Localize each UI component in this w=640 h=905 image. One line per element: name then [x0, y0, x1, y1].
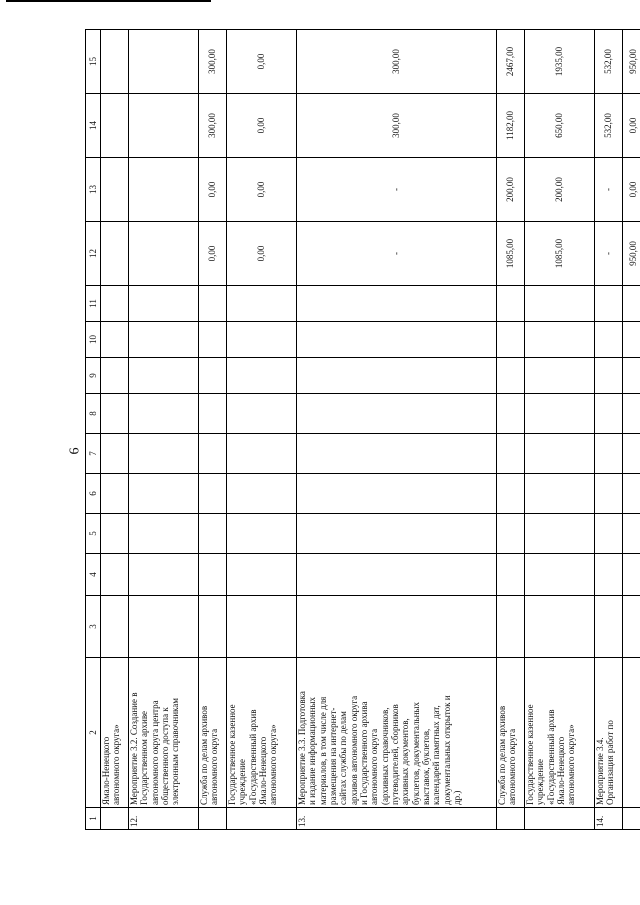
- value-cell: [297, 434, 497, 474]
- value-cell: [227, 596, 297, 658]
- value-cell: [497, 434, 525, 474]
- value-cell: [129, 94, 199, 158]
- value-cell: 0,00: [623, 94, 640, 158]
- value-cell: [101, 554, 129, 596]
- value-cell: [623, 554, 640, 596]
- value-cell: [101, 286, 129, 322]
- value-cell: [297, 286, 497, 322]
- value-cell: [525, 514, 595, 554]
- row-number: [101, 808, 129, 830]
- value-cell: [199, 596, 227, 658]
- value-cell: -: [595, 158, 623, 222]
- value-cell: [595, 474, 623, 514]
- value-cell: 1085,00: [525, 222, 595, 286]
- row-number: 12.: [129, 808, 199, 830]
- value-cell: [129, 322, 199, 358]
- value-cell: [227, 394, 297, 434]
- row-number: [623, 808, 640, 830]
- table-row: [297, 30, 497, 830]
- value-cell: [199, 286, 227, 322]
- value-cell: [525, 322, 595, 358]
- table-body: [101, 30, 640, 830]
- value-cell: [623, 286, 640, 322]
- item-description: Мероприятие 3.2. Создание в Государственном архиве автономного округа центра общественного доступа к электронным справочникам: [129, 658, 199, 808]
- table-row: [227, 30, 297, 830]
- row-number: [525, 808, 595, 830]
- value-cell: [101, 434, 129, 474]
- column-header: 3: [86, 596, 101, 658]
- value-cell: [497, 474, 525, 514]
- value-cell: [129, 514, 199, 554]
- value-cell: [297, 394, 497, 434]
- row-number: [497, 808, 525, 830]
- column-header: 4: [86, 554, 101, 596]
- value-cell: [199, 514, 227, 554]
- value-cell: [525, 434, 595, 474]
- value-cell: [297, 514, 497, 554]
- value-cell: 650,00: [525, 94, 595, 158]
- table-row: [101, 30, 129, 830]
- column-header: 12: [86, 222, 101, 286]
- value-cell: 532,00: [595, 94, 623, 158]
- value-cell: [101, 94, 129, 158]
- value-cell: [525, 554, 595, 596]
- value-cell: [623, 358, 640, 394]
- program-table: [85, 29, 640, 830]
- value-cell: -: [297, 158, 497, 222]
- value-cell: [623, 474, 640, 514]
- value-cell: [129, 394, 199, 434]
- value-cell: 300,00: [199, 94, 227, 158]
- value-cell: [595, 554, 623, 596]
- value-cell: 200,00: [497, 158, 525, 222]
- value-cell: [129, 286, 199, 322]
- value-cell: [129, 30, 199, 94]
- value-cell: [623, 596, 640, 658]
- value-cell: [199, 358, 227, 394]
- value-cell: [623, 322, 640, 358]
- column-header: 5: [86, 514, 101, 554]
- value-cell: 1085,00: [497, 222, 525, 286]
- value-cell: [297, 596, 497, 658]
- value-cell: [129, 222, 199, 286]
- value-cell: [497, 514, 525, 554]
- value-cell: [595, 286, 623, 322]
- rotated-page: [85, 30, 640, 830]
- column-header: 7: [86, 434, 101, 474]
- value-cell: [595, 596, 623, 658]
- value-cell: -: [297, 222, 497, 286]
- column-header: 14: [86, 94, 101, 158]
- value-cell: [101, 222, 129, 286]
- value-cell: 200,00: [525, 158, 595, 222]
- value-cell: [525, 596, 595, 658]
- value-cell: 0,00: [227, 30, 297, 94]
- value-cell: [227, 358, 297, 394]
- value-cell: [497, 358, 525, 394]
- value-cell: -: [595, 222, 623, 286]
- value-cell: [101, 394, 129, 434]
- row-number: 14.: [595, 808, 623, 830]
- value-cell: [297, 322, 497, 358]
- value-cell: 300,00: [297, 94, 497, 158]
- value-cell: [101, 596, 129, 658]
- value-cell: 300,00: [297, 30, 497, 94]
- item-description: Служба по делам архивов автономного округа: [199, 658, 227, 808]
- value-cell: [101, 158, 129, 222]
- value-cell: [497, 554, 525, 596]
- value-cell: 2467,00: [497, 30, 525, 94]
- value-cell: [497, 596, 525, 658]
- value-cell: [101, 358, 129, 394]
- value-cell: [101, 322, 129, 358]
- value-cell: 0,00: [227, 94, 297, 158]
- table-row: [595, 30, 623, 830]
- value-cell: [595, 514, 623, 554]
- value-cell: [227, 514, 297, 554]
- column-header: 6: [86, 474, 101, 514]
- value-cell: [101, 474, 129, 514]
- item-description: Государственное казенное учреждение «Государственный архив Ямало-Ненецкого автономного округа»: [525, 658, 595, 808]
- value-cell: [497, 394, 525, 434]
- value-cell: [595, 358, 623, 394]
- value-cell: [623, 434, 640, 474]
- value-cell: [199, 394, 227, 434]
- value-cell: [297, 474, 497, 514]
- value-cell: [199, 474, 227, 514]
- value-cell: 950,00: [623, 30, 640, 94]
- value-cell: [199, 554, 227, 596]
- value-cell: [129, 554, 199, 596]
- value-cell: 950,00: [623, 222, 640, 286]
- value-cell: [101, 514, 129, 554]
- value-cell: [227, 434, 297, 474]
- column-header: 2: [86, 658, 101, 808]
- item-description: Мероприятие 3.3. Подготовка и издание информационных материалов, в том числе для размещения на интернет- сайтах службы по делам архивов автономного округа и Государственного архива автономного округа (архивных справочников, путеводителей, сборников архивных документов, буклетов, документальных выставок, буклетов, календарей памятных дат, документальных открыток и др.): [297, 658, 497, 808]
- value-cell: [497, 286, 525, 322]
- value-cell: [199, 434, 227, 474]
- item-description: [623, 658, 640, 808]
- header-row: [86, 30, 101, 830]
- column-header: 1: [86, 808, 101, 830]
- page-number: 6: [67, 447, 83, 455]
- value-cell: [497, 322, 525, 358]
- table-row: [497, 30, 525, 830]
- value-cell: [297, 554, 497, 596]
- column-header: 9: [86, 358, 101, 394]
- value-cell: [525, 394, 595, 434]
- column-header: 15: [86, 30, 101, 94]
- value-cell: 0,00: [623, 158, 640, 222]
- column-header: 10: [86, 322, 101, 358]
- table-row: [525, 30, 595, 830]
- item-description: Ямало-Ненецкого автономного округа»: [101, 658, 129, 808]
- value-cell: 0,00: [227, 222, 297, 286]
- value-cell: 532,00: [595, 30, 623, 94]
- table-row: [129, 30, 199, 830]
- value-cell: 1182,00: [497, 94, 525, 158]
- item-description: Мероприятие 3.4. Организация работ по: [595, 658, 623, 808]
- value-cell: 0,00: [227, 158, 297, 222]
- value-cell: [623, 514, 640, 554]
- table-row: [623, 30, 640, 830]
- value-cell: [595, 434, 623, 474]
- value-cell: [129, 358, 199, 394]
- value-cell: [129, 434, 199, 474]
- value-cell: [227, 554, 297, 596]
- value-cell: 0,00: [199, 158, 227, 222]
- value-cell: [525, 358, 595, 394]
- value-cell: [525, 474, 595, 514]
- row-number: 13.: [297, 808, 497, 830]
- value-cell: [297, 358, 497, 394]
- row-number: [199, 808, 227, 830]
- value-cell: [227, 322, 297, 358]
- column-header: 13: [86, 158, 101, 222]
- value-cell: [227, 286, 297, 322]
- value-cell: 1935,00: [525, 30, 595, 94]
- row-number: [227, 808, 297, 830]
- value-cell: [595, 322, 623, 358]
- value-cell: 0,00: [199, 222, 227, 286]
- value-cell: [129, 596, 199, 658]
- column-header: 8: [86, 394, 101, 434]
- value-cell: [623, 394, 640, 434]
- value-cell: [199, 322, 227, 358]
- value-cell: [129, 158, 199, 222]
- value-cell: [595, 394, 623, 434]
- item-description: Служба по делам архивов автономного округа: [497, 658, 525, 808]
- table-row: [199, 30, 227, 830]
- value-cell: [525, 286, 595, 322]
- item-description: Государственное казенное учреждение «Государственный архив Ямало-Ненецкого автономного округа»: [227, 658, 297, 808]
- value-cell: [227, 474, 297, 514]
- value-cell: 300,00: [199, 30, 227, 94]
- top-rule: [6, 0, 211, 2]
- column-header: 11: [86, 286, 101, 322]
- value-cell: [101, 30, 129, 94]
- value-cell: [129, 474, 199, 514]
